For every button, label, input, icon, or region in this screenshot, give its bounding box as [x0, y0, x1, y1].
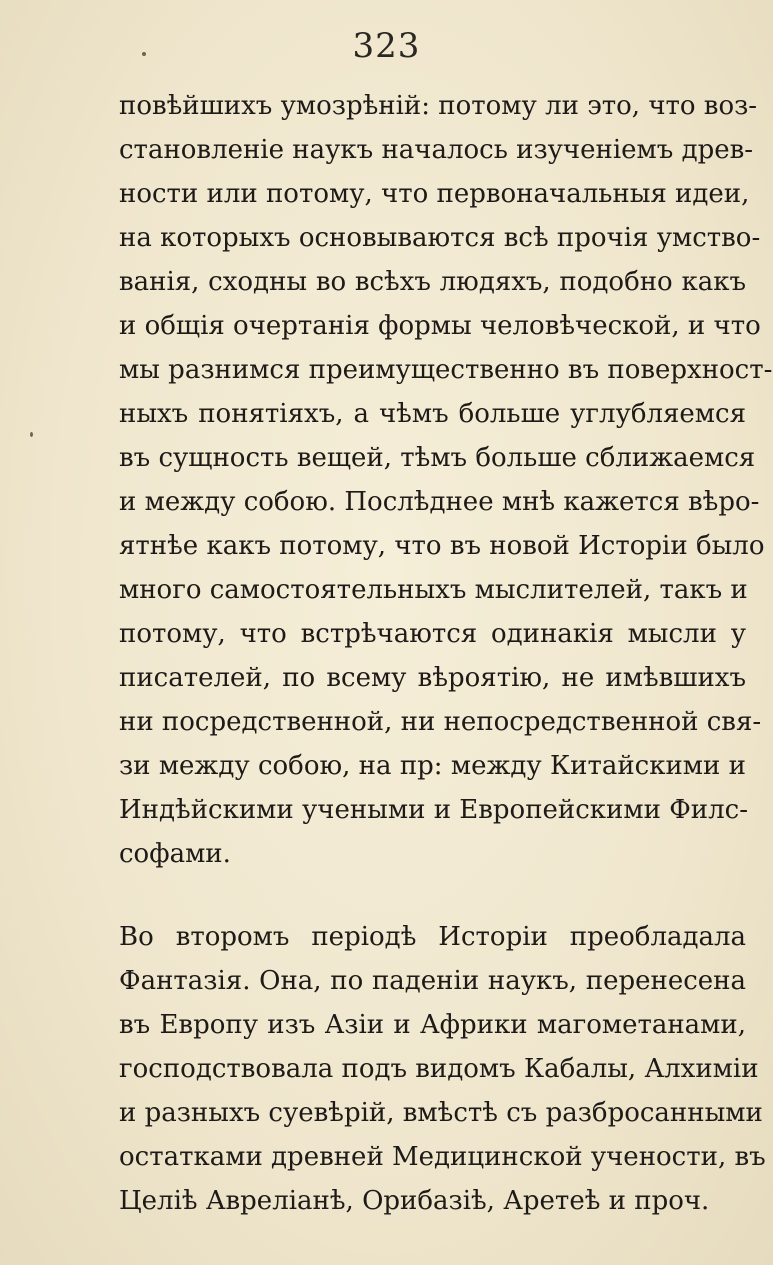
text-line: на которыхъ основываются всѣ прочія умство- [119, 223, 761, 253]
text-line: и разныхъ суевѣрій, вмѣстѣ съ разбросанными [119, 1098, 763, 1128]
text-line: потому, что встрѣчаются одинакія мысли у [119, 619, 746, 649]
text-line: писателей, по всему вѣроятію, не имѣвшихъ [119, 663, 746, 693]
print-speck [30, 432, 33, 437]
text-line: остатками древней Медицинской учености, въ [119, 1142, 766, 1172]
text-line: и общія очертанія формы человѣческой, и что [119, 311, 761, 341]
text-line: ности или потому, что первоначальныя идеи, [119, 179, 750, 209]
page-number: 323 [352, 26, 421, 66]
text-line: зи между собою, на пр: между Китайскими и [119, 751, 746, 781]
text-line: софами. [119, 839, 231, 869]
text-line: Фантазія. Она, по паденіи наукъ, перенесена [119, 966, 746, 996]
text-line: ятнѣе какъ потому, что въ новой Исторіи было [119, 531, 765, 561]
text-line: въ Европу изъ Азіи и Африки магометанами, [119, 1010, 746, 1040]
text-line: повѣйшихъ умозрѣній: потому ли это, что воз- [119, 91, 758, 121]
text-line: мы разнимся преимущественно въ поверхност- [119, 355, 773, 385]
text-line: Индѣйскими учеными и Европейскими Филс- [119, 795, 748, 825]
text-line: Во второмъ періодѣ Исторіи преобладала [119, 922, 746, 952]
text-line: и между собою. Послѣднее мнѣ кажется вѣро- [119, 487, 760, 517]
text-line: ни посредственной, ни непосредственной свя- [119, 707, 762, 737]
text-line: ныхъ понятіяхъ, а чѣмъ больше углубляемся [119, 399, 746, 429]
text-line: становленіе наукъ началось изученіемъ древ- [119, 135, 754, 165]
text-line: Целіѣ Авреліанѣ, Орибазіѣ, Аретеѣ и проч. [119, 1186, 710, 1216]
text-line: много самостоятельныхъ мыслителей, такъ и [119, 575, 748, 605]
text-line: ванія, сходны во всѣхъ людяхъ, подобно какъ [119, 267, 746, 297]
text-line: въ сущность вещей, тѣмъ больше сближаемся [119, 443, 756, 473]
text-line: господствовала подъ видомъ Кабалы, Алхиміи [119, 1054, 759, 1084]
